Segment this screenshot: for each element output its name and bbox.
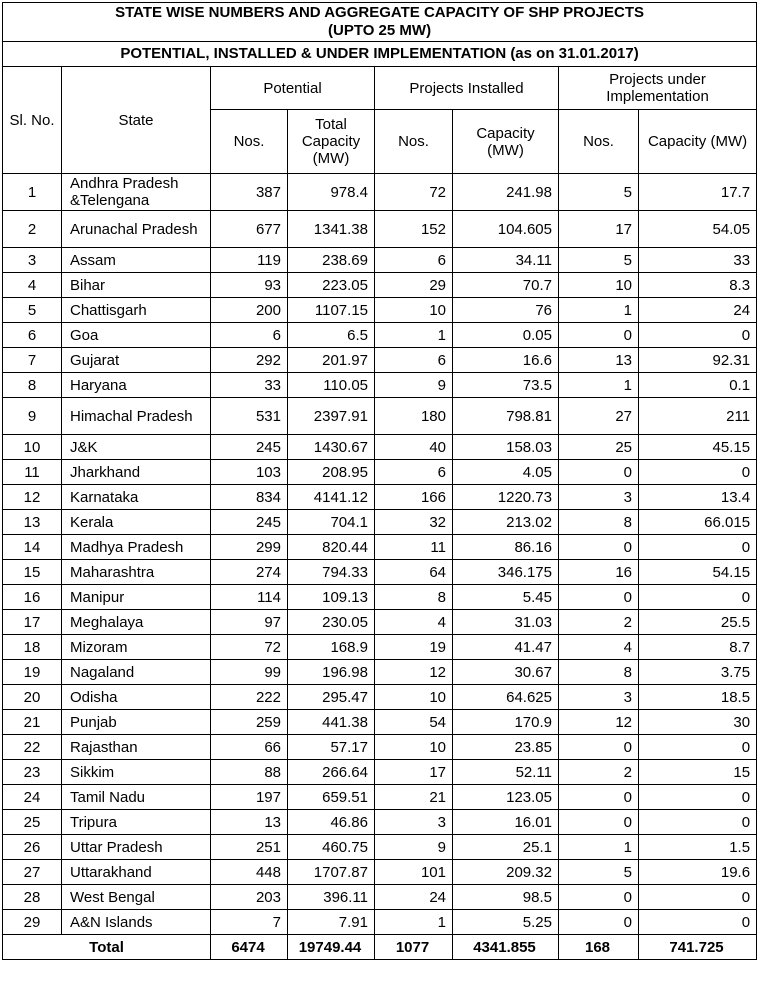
cell-installed-nos: 32 [375,510,453,535]
cell-sl-no: 2 [3,211,62,248]
cell-sl-no: 4 [3,273,62,298]
cell-sl-no: 9 [3,398,62,435]
cell-potential-capacity: 460.75 [288,835,375,860]
cell-installed-nos: 29 [375,273,453,298]
cell-under-nos: 0 [559,585,639,610]
cell-under-nos: 10 [559,273,639,298]
cell-sl-no: 6 [3,323,62,348]
cell-under-nos: 13 [559,348,639,373]
cell-sl-no: 28 [3,885,62,910]
cell-installed-nos: 6 [375,460,453,485]
cell-installed-nos: 180 [375,398,453,435]
cell-installed-capacity: 104.605 [453,211,559,248]
table-row [3,248,757,273]
cell-under-nos: 0 [559,885,639,910]
total-label: Total [3,935,211,960]
total-potential-capacity: 19749.44 [288,935,375,960]
cell-sl-no: 26 [3,835,62,860]
cell-potential-capacity: 110.05 [288,373,375,398]
cell-potential-capacity: 978.4 [288,174,375,211]
cell-under-nos: 2 [559,760,639,785]
cell-installed-capacity: 16.01 [453,810,559,835]
cell-sl-no: 16 [3,585,62,610]
cell-installed-nos: 64 [375,560,453,585]
cell-state: Kerala [62,510,211,535]
cell-potential-nos: 93 [211,273,288,298]
table-row [3,174,757,211]
cell-under-nos: 5 [559,860,639,885]
cell-potential-nos: 203 [211,885,288,910]
table-row [3,535,757,560]
cell-under-capacity: 1.5 [639,835,757,860]
cell-potential-nos: 7 [211,910,288,935]
cell-installed-nos: 54 [375,710,453,735]
cell-potential-nos: 6 [211,323,288,348]
cell-under-capacity: 0.1 [639,373,757,398]
cell-potential-capacity: 4141.12 [288,485,375,510]
table-row [3,560,757,585]
cell-state: West Bengal [62,885,211,910]
cell-installed-nos: 11 [375,535,453,560]
cell-sl-no: 29 [3,910,62,935]
cell-state: Madhya Pradesh [62,535,211,560]
cell-installed-capacity: 86.16 [453,535,559,560]
table-title [3,3,757,42]
cell-potential-capacity: 109.13 [288,585,375,610]
cell-under-nos: 27 [559,398,639,435]
cell-installed-capacity: 31.03 [453,610,559,635]
cell-potential-capacity: 168.9 [288,635,375,660]
cell-sl-no: 23 [3,760,62,785]
cell-potential-nos: 677 [211,211,288,248]
table-row [3,910,757,935]
table-row [3,810,757,835]
cell-state: Bihar [62,273,211,298]
cell-under-capacity: 24 [639,298,757,323]
shp-projects-table [2,2,757,960]
cell-potential-capacity: 7.91 [288,910,375,935]
cell-state: Gujarat [62,348,211,373]
cell-sl-no: 12 [3,485,62,510]
cell-sl-no: 11 [3,460,62,485]
cell-installed-capacity: 123.05 [453,785,559,810]
header-potential-nos: Nos. [211,110,288,174]
cell-installed-nos: 1 [375,910,453,935]
cell-sl-no: 10 [3,435,62,460]
cell-under-nos: 8 [559,510,639,535]
cell-potential-capacity: 57.17 [288,735,375,760]
cell-under-capacity: 0 [639,910,757,935]
cell-under-nos: 1 [559,835,639,860]
table-row [3,760,757,785]
table-row [3,860,757,885]
cell-state: Uttarakhand [62,860,211,885]
header-under-capacity: Capacity (MW) [639,110,757,174]
cell-sl-no: 3 [3,248,62,273]
cell-installed-nos: 3 [375,810,453,835]
cell-state: Haryana [62,373,211,398]
cell-potential-capacity: 196.98 [288,660,375,685]
table-row [3,710,757,735]
cell-state: Maharashtra [62,560,211,585]
header-row-1 [3,67,757,110]
cell-potential-capacity: 1707.87 [288,860,375,885]
cell-potential-nos: 259 [211,710,288,735]
cell-under-capacity: 211 [639,398,757,435]
cell-under-nos: 1 [559,373,639,398]
cell-under-capacity: 0 [639,735,757,760]
header-sl-text: Sl. No. [9,111,55,129]
total-row [3,935,757,960]
table-row [3,585,757,610]
cell-installed-capacity: 23.85 [453,735,559,760]
cell-state: Sikkim [62,760,211,785]
table-row [3,735,757,760]
cell-under-nos: 8 [559,660,639,685]
cell-sl-no: 27 [3,860,62,885]
cell-potential-nos: 448 [211,860,288,885]
cell-under-nos: 2 [559,610,639,635]
title-line-1: STATE WISE NUMBERS AND AGGREGATE CAPACITY OF SHP PROJECTS [115,4,644,21]
cell-potential-capacity: 230.05 [288,610,375,635]
cell-installed-nos: 19 [375,635,453,660]
cell-state: Andhra Pradesh &Telengana [62,174,211,211]
cell-state: Tamil Nadu [62,785,211,810]
cell-under-capacity: 18.5 [639,685,757,710]
cell-potential-capacity: 1341.38 [288,211,375,248]
cell-installed-capacity: 98.5 [453,885,559,910]
total-under-capacity: 741.725 [639,935,757,960]
cell-state: Rajasthan [62,735,211,760]
cell-under-capacity: 0 [639,810,757,835]
cell-potential-capacity: 1430.67 [288,435,375,460]
cell-under-nos: 0 [559,735,639,760]
table-row [3,660,757,685]
cell-under-capacity: 13.4 [639,485,757,510]
cell-installed-capacity: 41.47 [453,635,559,660]
cell-installed-nos: 4 [375,610,453,635]
cell-installed-nos: 166 [375,485,453,510]
cell-potential-nos: 72 [211,635,288,660]
cell-potential-nos: 200 [211,298,288,323]
cell-installed-nos: 6 [375,348,453,373]
cell-under-capacity: 0 [639,323,757,348]
cell-installed-capacity: 346.175 [453,560,559,585]
cell-installed-nos: 40 [375,435,453,460]
table-subtitle: POTENTIAL, INSTALLED & UNDER IMPLEMENTATION (as on 31.01.2017) [3,42,757,67]
cell-potential-capacity: 295.47 [288,685,375,710]
cell-potential-nos: 245 [211,510,288,535]
table-row [3,211,757,248]
cell-installed-nos: 21 [375,785,453,810]
cell-under-capacity: 15 [639,760,757,785]
cell-sl-no: 21 [3,710,62,735]
cell-sl-no: 7 [3,348,62,373]
cell-under-capacity: 0 [639,460,757,485]
shp-table-wrapper [2,2,756,960]
total-under-nos: 168 [559,935,639,960]
cell-installed-capacity: 34.11 [453,248,559,273]
cell-installed-capacity: 16.6 [453,348,559,373]
cell-under-nos: 3 [559,485,639,510]
cell-installed-capacity: 1220.73 [453,485,559,510]
cell-installed-capacity: 70.7 [453,273,559,298]
table-row [3,435,757,460]
cell-under-nos: 0 [559,323,639,348]
cell-potential-nos: 299 [211,535,288,560]
cell-potential-nos: 99 [211,660,288,685]
cell-under-nos: 0 [559,785,639,810]
cell-potential-nos: 119 [211,248,288,273]
cell-under-capacity: 54.05 [639,211,757,248]
cell-state: Goa [62,323,211,348]
cell-potential-capacity: 1107.15 [288,298,375,323]
cell-installed-capacity: 64.625 [453,685,559,710]
cell-installed-nos: 101 [375,860,453,885]
table-row [3,510,757,535]
cell-sl-no: 18 [3,635,62,660]
cell-under-capacity: 0 [639,585,757,610]
cell-installed-capacity: 158.03 [453,435,559,460]
cell-under-capacity: 19.6 [639,860,757,885]
header-sl-no [3,67,62,174]
table-row [3,298,757,323]
table-row [3,398,757,435]
cell-under-nos: 16 [559,560,639,585]
cell-installed-capacity: 4.05 [453,460,559,485]
cell-sl-no: 22 [3,735,62,760]
table-row [3,323,757,348]
cell-installed-nos: 10 [375,298,453,323]
cell-installed-capacity: 76 [453,298,559,323]
cell-under-capacity: 92.31 [639,348,757,373]
cell-under-nos: 25 [559,435,639,460]
header-installed: Projects Installed [375,67,559,110]
table-row [3,373,757,398]
cell-potential-capacity: 223.05 [288,273,375,298]
header-under-implementation: Projects under Implementation [559,67,757,110]
cell-potential-capacity: 441.38 [288,710,375,735]
header-installed-capacity: Capacity (MW) [453,110,559,174]
cell-sl-no: 20 [3,685,62,710]
cell-installed-capacity: 209.32 [453,860,559,885]
cell-installed-nos: 9 [375,835,453,860]
cell-sl-no: 8 [3,373,62,398]
cell-potential-capacity: 820.44 [288,535,375,560]
cell-state: Nagaland [62,660,211,685]
cell-state: Jharkhand [62,460,211,485]
cell-potential-nos: 33 [211,373,288,398]
cell-installed-capacity: 241.98 [453,174,559,211]
table-row [3,610,757,635]
cell-potential-capacity: 704.1 [288,510,375,535]
cell-under-nos: 5 [559,174,639,211]
cell-under-nos: 5 [559,248,639,273]
cell-potential-capacity: 2397.91 [288,398,375,435]
cell-under-nos: 1 [559,298,639,323]
cell-installed-nos: 10 [375,685,453,710]
cell-potential-nos: 114 [211,585,288,610]
cell-state: Meghalaya [62,610,211,635]
cell-under-nos: 12 [559,710,639,735]
header-under-nos: Nos. [559,110,639,174]
cell-potential-nos: 13 [211,810,288,835]
cell-potential-capacity: 266.64 [288,760,375,785]
cell-potential-nos: 103 [211,460,288,485]
cell-potential-capacity: 6.5 [288,323,375,348]
header-state [62,67,211,174]
cell-installed-nos: 6 [375,248,453,273]
cell-installed-nos: 8 [375,585,453,610]
cell-state: Manipur [62,585,211,610]
header-potential-total-capacity: Total Capacity (MW) [288,110,375,174]
cell-installed-capacity: 52.11 [453,760,559,785]
cell-potential-nos: 66 [211,735,288,760]
table-row [3,348,757,373]
cell-under-nos: 17 [559,211,639,248]
cell-under-capacity: 0 [639,785,757,810]
cell-under-nos: 4 [559,635,639,660]
cell-state: A&N Islands [62,910,211,935]
cell-state: Karnataka [62,485,211,510]
header-state-text: State [118,111,154,129]
cell-installed-capacity: 73.5 [453,373,559,398]
cell-installed-capacity: 5.25 [453,910,559,935]
title-line-2: (UPTO 25 MW) [328,22,432,39]
cell-sl-no: 19 [3,660,62,685]
cell-sl-no: 13 [3,510,62,535]
cell-state: Mizoram [62,635,211,660]
cell-sl-no: 14 [3,535,62,560]
cell-under-capacity: 8.3 [639,273,757,298]
table-row [3,273,757,298]
cell-installed-capacity: 30.67 [453,660,559,685]
cell-state: Chattisgarh [62,298,211,323]
cell-potential-capacity: 46.86 [288,810,375,835]
cell-installed-nos: 12 [375,660,453,685]
cell-under-capacity: 8.7 [639,635,757,660]
cell-under-capacity: 45.15 [639,435,757,460]
cell-installed-nos: 9 [375,373,453,398]
cell-installed-nos: 17 [375,760,453,785]
cell-sl-no: 15 [3,560,62,585]
cell-under-capacity: 17.7 [639,174,757,211]
cell-state: Himachal Pradesh [62,398,211,435]
cell-installed-capacity: 213.02 [453,510,559,535]
total-installed-capacity: 4341.855 [453,935,559,960]
cell-under-capacity: 33 [639,248,757,273]
cell-state: Tripura [62,810,211,835]
cell-sl-no: 24 [3,785,62,810]
table-row [3,635,757,660]
cell-potential-nos: 251 [211,835,288,860]
cell-under-nos: 0 [559,910,639,935]
cell-under-capacity: 0 [639,535,757,560]
cell-state: Uttar Pradesh [62,835,211,860]
cell-sl-no: 5 [3,298,62,323]
cell-under-capacity: 66.015 [639,510,757,535]
total-installed-nos: 1077 [375,935,453,960]
cell-potential-nos: 88 [211,760,288,785]
cell-potential-nos: 274 [211,560,288,585]
cell-installed-capacity: 5.45 [453,585,559,610]
cell-installed-capacity: 25.1 [453,835,559,860]
cell-installed-nos: 152 [375,211,453,248]
cell-potential-nos: 292 [211,348,288,373]
table-row [3,460,757,485]
cell-under-nos: 3 [559,685,639,710]
cell-sl-no: 17 [3,610,62,635]
cell-installed-nos: 10 [375,735,453,760]
cell-potential-nos: 222 [211,685,288,710]
cell-state: Odisha [62,685,211,710]
table-row [3,685,757,710]
cell-state: Assam [62,248,211,273]
cell-potential-capacity: 208.95 [288,460,375,485]
cell-potential-nos: 387 [211,174,288,211]
cell-under-capacity: 3.75 [639,660,757,685]
cell-under-nos: 0 [559,460,639,485]
cell-installed-capacity: 0.05 [453,323,559,348]
cell-under-capacity: 25.5 [639,610,757,635]
cell-state: J&K [62,435,211,460]
header-installed-nos: Nos. [375,110,453,174]
cell-state: Punjab [62,710,211,735]
cell-under-capacity: 30 [639,710,757,735]
cell-installed-nos: 72 [375,174,453,211]
table-row [3,835,757,860]
cell-installed-nos: 24 [375,885,453,910]
cell-installed-nos: 1 [375,323,453,348]
cell-potential-capacity: 659.51 [288,785,375,810]
cell-under-nos: 0 [559,810,639,835]
cell-sl-no: 1 [3,174,62,211]
cell-potential-nos: 531 [211,398,288,435]
cell-potential-nos: 97 [211,610,288,635]
subtitle-row [3,42,757,67]
cell-potential-nos: 245 [211,435,288,460]
cell-potential-capacity: 201.97 [288,348,375,373]
cell-under-capacity: 54.15 [639,560,757,585]
cell-potential-capacity: 794.33 [288,560,375,585]
cell-potential-capacity: 238.69 [288,248,375,273]
cell-installed-capacity: 798.81 [453,398,559,435]
cell-state: Arunachal Pradesh [62,211,211,248]
cell-potential-nos: 197 [211,785,288,810]
total-potential-nos: 6474 [211,935,288,960]
header-potential: Potential [211,67,375,110]
table-row [3,885,757,910]
cell-potential-nos: 834 [211,485,288,510]
table-row [3,785,757,810]
cell-under-capacity: 0 [639,885,757,910]
title-row [3,3,757,42]
cell-installed-capacity: 170.9 [453,710,559,735]
cell-potential-capacity: 396.11 [288,885,375,910]
cell-sl-no: 25 [3,810,62,835]
table-row [3,485,757,510]
cell-under-nos: 0 [559,535,639,560]
